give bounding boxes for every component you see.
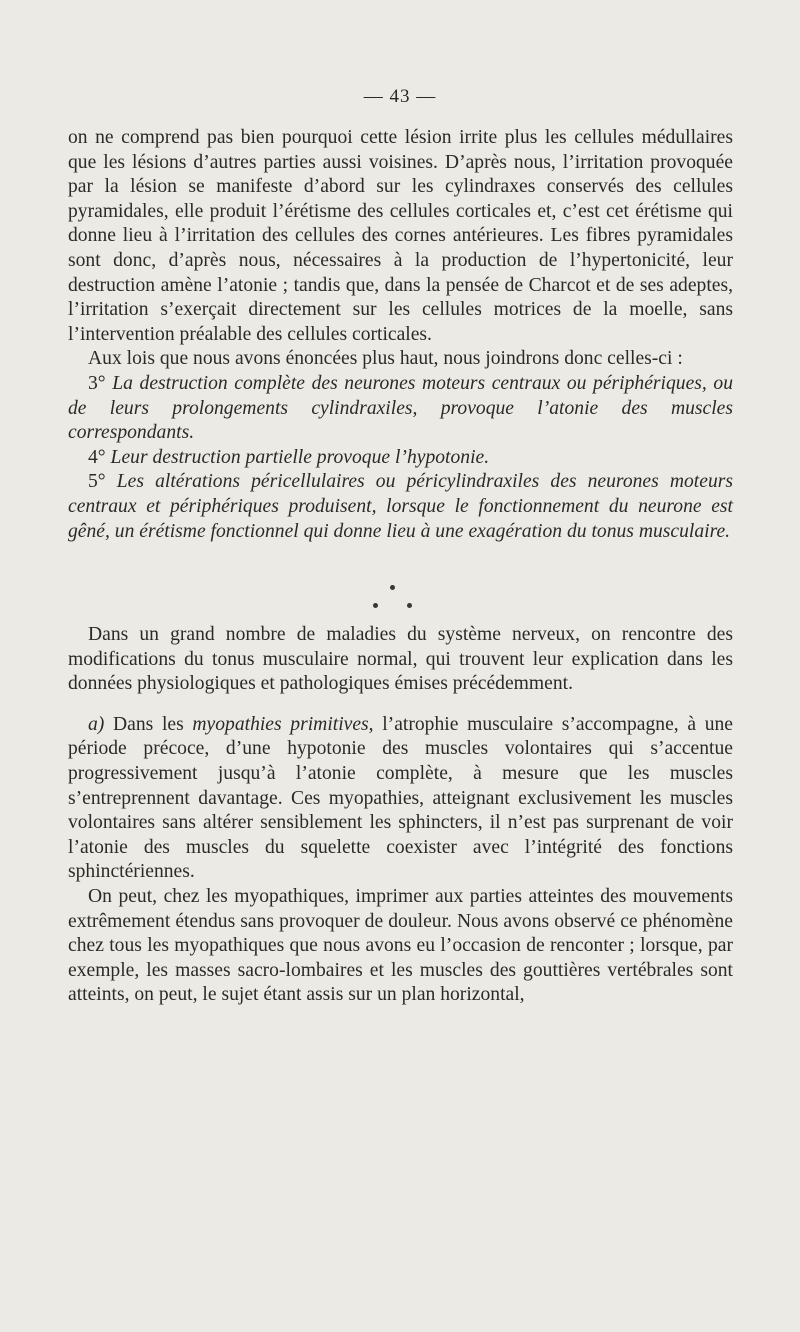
asterism-dot-right [407, 603, 412, 608]
paragraph-spacer [68, 697, 733, 713]
law-3-number: 3° [88, 372, 106, 394]
asterism-dot-left [373, 603, 378, 608]
asterism-dot-top [390, 585, 395, 590]
paragraph-continuation: on ne comprend pas bien pourquoi cette lésion irrite plus les cellules médullaires que les lésions d’autres parties aussi voisines. D’après nous, l’irritation provoquée par la lésion se manifeste d’abord sur les cylindraxes conservés des cellules pyramidales, elle produit l’érétisme des cellules corticales et, c’est cet érétisme qui donne lieu à l’irritation des cellules des cornes antérieures. Les fibres pyramidales sont donc, d’après nous, nécessaires à la production de l’hypertonicité, leur destruction amène l’atonie ; tandis que, dans la pensée de Charcot et de ses adeptes, l’irritation s’exerçait directement sur les cellules motrices de la moelle, sans l’intervention préalable des cellules corticales. [68, 127, 733, 345]
paragraph-modifications: Dans un grand nombre de maladies du système nerveux, on rencontre des modifications du tonus musculaire normal, qui trouvent leur explication dans les données physiologiques et pathologiques émises précédemment. [68, 624, 733, 695]
paragraph-laws-intro: Aux lois que nous avons énoncées plus haut, nous joindrons donc celles-ci : [88, 348, 683, 370]
page-number: — 43 — [363, 86, 437, 107]
paragraph-myopathies [68, 713, 733, 885]
law-4 [68, 446, 733, 471]
myopathies-lead: Dans les [113, 713, 184, 735]
item-label-a: a) [88, 713, 105, 735]
law-3 [68, 372, 733, 446]
myopathies-text: , l’atrophie musculaire s’accompagne, à une période précoce, d’une hypotonie des muscles volontaires qui s’accentue progressivement jusqu’à l’atonie complète, à mesure que les muscles s’entreprennent davantage. Ces myopathies, atteignant exclusivement les muscles volontaires sans altérer sensiblement les sphincters, il n’est pas surprenant de voir l’atonie des muscles du squelette coexister avec l’intégrité des fonctions sphinctériennes. [68, 713, 733, 883]
page-body [68, 126, 733, 1008]
law-5 [68, 470, 733, 544]
paragraph-myopathic-movements: On peut, chez les myopathiques, imprimer aux parties atteintes des mouvements extrêmement étendus sans provoquer de douleur. Nous avons observé ce phénomène chez tous les myopathiques que nous avons eu l’occasion de renconter ; lorsque, par exemple, les masses sacro-lombaires et les muscles des gouttières vertébrales sont atteints, on peut, le sujet étant assis sur un plan horizontal, [68, 886, 733, 1006]
section-asterism [68, 553, 733, 615]
law-3-text: La destruction complète des neurones moteurs centraux ou périphériques, ou de leurs prolongements cylindraxiles, provoque l’atonie des muscles correspondants. [68, 372, 733, 444]
myopathies-term: myopathies primitives [192, 713, 369, 735]
law-4-number: 4° [88, 446, 106, 468]
law-5-text: Les altérations péricellulaires ou péricylindraxiles des neurones moteurs centraux et périphériques produisent, lorsque le fonctionnement du neurone est gêné, un érétisme fonctionnel qui donne lieu à une exagération du tonus musculaire. [68, 471, 733, 542]
law-4-text: Leur destruction partielle provoque l’hypotonie. [110, 446, 490, 468]
law-5-number: 5° [88, 471, 106, 493]
